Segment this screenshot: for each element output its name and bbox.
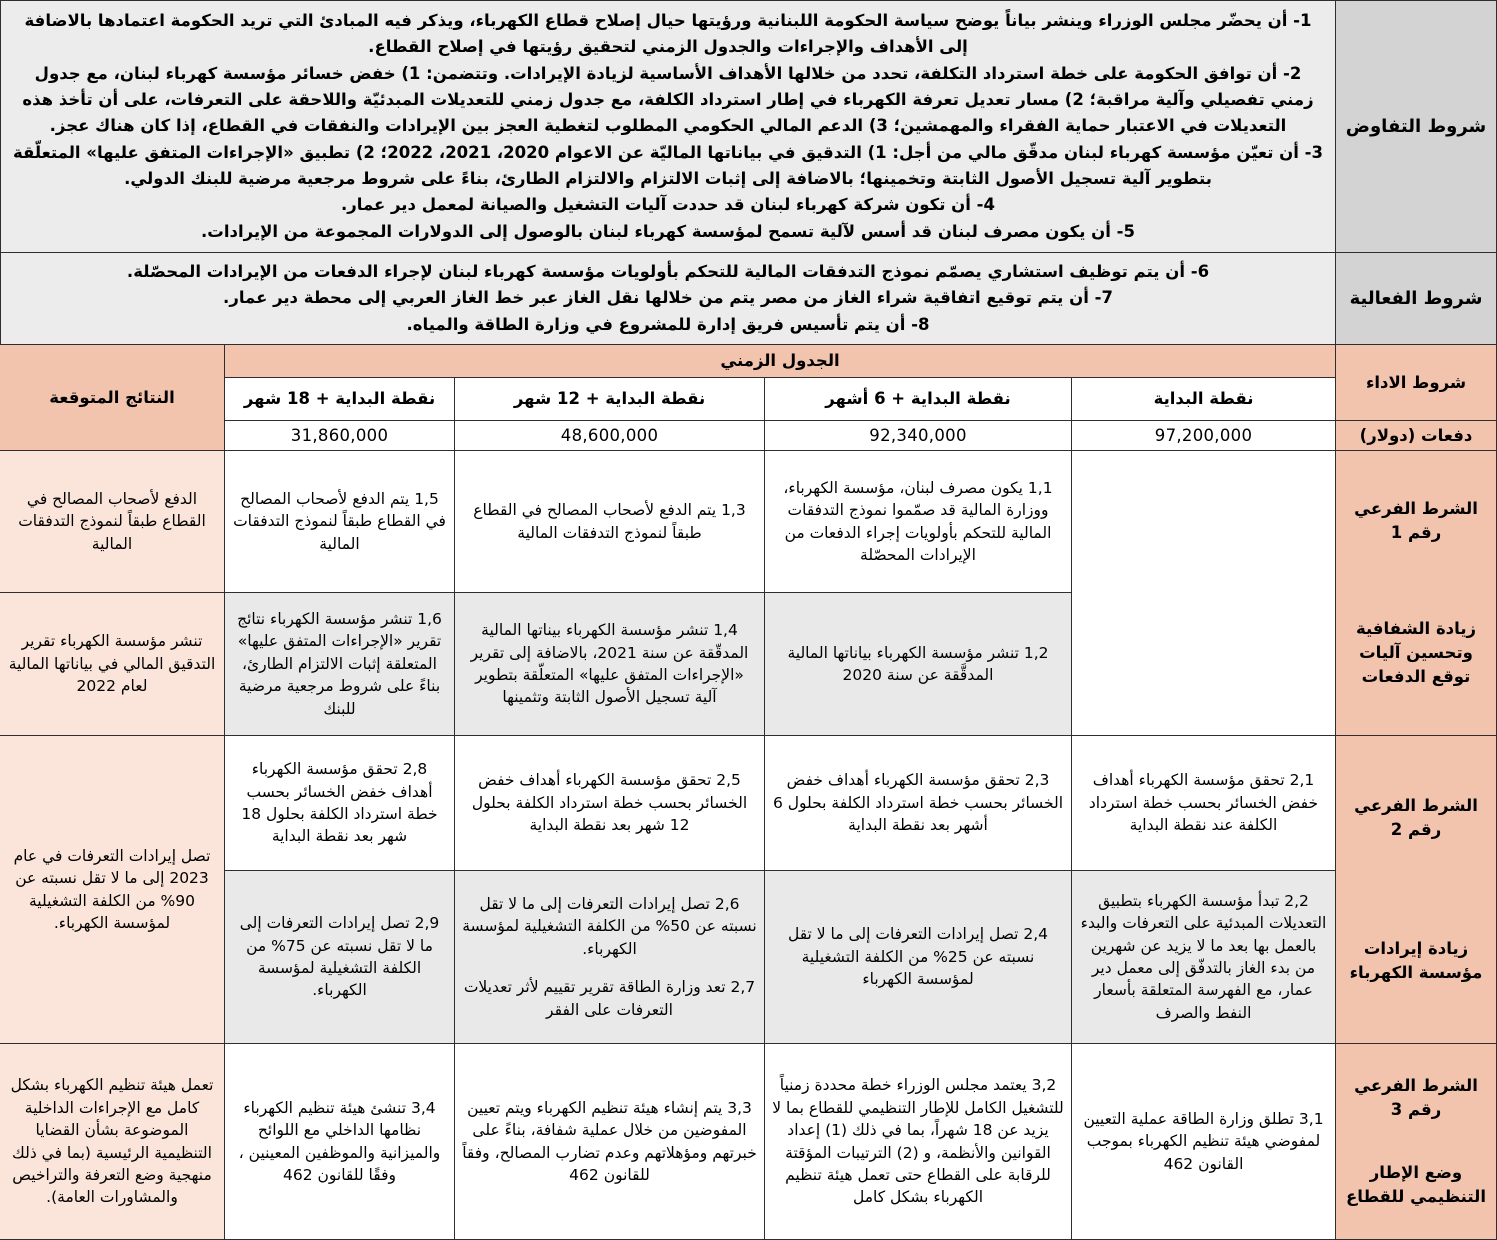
result-2: تصل إيرادات التعرفات في عام 2023 إلى ما لا تقل نسبته عن 90% من الكلفة التشغيلية لمؤسسة الكهرباء.	[0, 736, 224, 1043]
cell-1-3: 1,3 يتم الدفع لأصحاب المصالح في القطاع طبقاً لنموذج التدفقات المالية	[455, 451, 764, 592]
negotiation-conditions-content	[1, 1, 1335, 252]
performance-conditions-header: شروط الاداء	[1336, 345, 1496, 420]
timeline-header: الجدول الزمني	[225, 345, 1335, 377]
cell-1-6: 1,6 تنشر مؤسسة الكهرباء نتائج تقرير «الإجراءات المتفق عليها» المتعلقة إثبات الالتزام الطارئ، بناءً على شروط مرجعية مرضية للبنك	[225, 593, 454, 735]
column-header-start: نقطة البداية	[1072, 378, 1335, 420]
column-header-plus18: نقطة البداية + 18 شهر	[225, 378, 454, 420]
negotiation-item-1: 1- أن يحضّر مجلس الوزراء وينشر بياناً يوضح سياسة الحكومة اللبنانية ورؤيتها حيال إصلاح قطاع الكهرباء، ويذكر فيه المبادئ التي تريد الحكومة اعتمادها بالاضافة إلى الأهداف والإجراءات والجدول الزمني لتحقيق رؤيتها في إصلاح القطاع.	[24, 10, 1312, 57]
payment-plus12: 48,600,000	[455, 421, 764, 450]
cell-2-1: 2,1 تحقق مؤسسة الكهرباء أهداف خفض الخسائر بحسب خطة استرداد الكلفة عند نقطة البداية	[1072, 736, 1335, 870]
subcondition-3-label	[1336, 1044, 1496, 1239]
payments-header: دفعات (دولار)	[1336, 421, 1496, 450]
cell-2-7: 2,7 تعد وزارة الطاقة تقرير تقييم لأثر تعديلات التعرفات على الفقر	[463, 978, 756, 1019]
negotiation-item-3: 3- أن تعيّن مؤسسة كهرباء لبنان مدقّق مالي من أجل: 1) التدقيق في بياناتها الماليّة عن الاعوام 2020، 2021، 2022؛ 2) تطبيق «الإجراءات المتفق عليها» المتعلّقة بتطوير آلية تسجيل الأصول الثابتة وتخمينها؛ بالاضافة إلى إثبات الالتزام والالتزام الطارئ، بناءً على شروط مرجعية مرضية للبنك الدولي.	[12, 142, 1324, 189]
cell-2-8: 2,8 تحقق مؤسسة الكهرباء أهداف خفض الخسائر بحسب خطة استرداد الكلفة بحلول 18 شهر بعد نقطة البداية	[225, 736, 454, 870]
cell-1-5: 1,5 يتم الدفع لأصحاب المصالح في القطاع طبقاً لنموذج التدفقات المالية	[225, 451, 454, 592]
cell-2-4: 2,4 تصل إيرادات التعرفات إلى ما لا تقل نسبته عن 25% من الكلفة التشغيلية لمؤسسة الكهرباء	[765, 871, 1071, 1043]
payment-plus18: 31,860,000	[225, 421, 454, 450]
negotiation-conditions-label: شروط التفاوض	[1336, 1, 1496, 252]
effectiveness-item-6: 6- أن يتم توظيف استشاري يصمّم نموذج التدفقات المالية للتحكم بأولويات مؤسسة كهرباء لبنان لإجراء الدفعات من الإيرادات المحصّلة.	[126, 261, 1210, 281]
effectiveness-item-8: 8- أن يتم تأسيس فريق إدارة للمشروع في وزارة الطاقة والمياه.	[406, 314, 930, 334]
effectiveness-item-7: 7- أن يتم توقيع اتفاقية شراء الغاز من مصر يتم من خلالها نقل الغاز عبر خط الغاز العربي إلى محطة دير عمار.	[223, 288, 1113, 308]
effectiveness-conditions-content	[1, 253, 1335, 344]
negotiation-item-2: 2- أن توافق الحكومة على خطة استرداد التكلفة، تحدد من خلالها الأهداف الأساسية لزيادة الإيرادات. وتتضمن: 1) خفض خسائر مؤسسة كهرباء لبنان، مع جدول زمني تفصيلي وآلية مراقبة؛ 2) مسار تعديل تعرفة الكهرباء في إطار استرداد الكلفة، مع جدول زمني للتعديلات المبدئيّة واللاحقة على التعرفات، على أن تأخذ هذه التعديلات في الاعتبار حماية الفقراء والمهمشين؛ 3) الدعم المالي الحكومي المطلوب لتغطية العجز بين الإيرادات والنفقات في القطاع، إذا كان هناك عجز.	[22, 63, 1314, 136]
cell-1-2: 1,2 تنشر مؤسسة الكهرباء بياناتها المالية المدقَّقة عن سنة 2020	[765, 593, 1071, 735]
subcondition-1-subtitle: زيادة الشفافية وتحسين آليات توقع الدفعات	[1355, 619, 1477, 686]
payment-plus6: 92,340,000	[765, 421, 1071, 450]
expected-results-header: النتائج المتوقعة	[0, 345, 224, 450]
effectiveness-conditions-label: شروط الفعالية	[1336, 253, 1496, 344]
subcondition-1-label	[1336, 451, 1496, 735]
cell-1-start-empty	[1072, 451, 1335, 735]
cell-1-1: 1,1 يكون مصرف لبنان، مؤسسة الكهرباء، ووزارة المالية قد صمّموا نموذج التدفقات المالية للتحكم بأولويات إجراء الدفعات من الإيرادات المحصّلة	[765, 451, 1071, 592]
negotiation-item-5: 5- أن يكون مصرف لبنان قد أسس لآلية تسمح لمؤسسة كهرباء لبنان بالوصول إلى الدولارات المجموعة من الإيرادات.	[201, 221, 1135, 241]
cell-1-4: 1,4 تنشر مؤسسة الكهرباء بيناتها المالية المدقّقة عن سنة 2021، بالاضافة إلى تقرير «الإجراءات المتفق عليها» المتعلّقة بتطوير آلية تسجيل الأصول الثابتة وتثمينها	[455, 593, 764, 735]
subcondition-2-label	[1336, 736, 1496, 1043]
cell-2-9: 2,9 تصل إيرادات التعرفات إلى ما لا تقل نسبته عن 75% من الكلفة التشغيلية لمؤسسة الكهرباء.	[225, 871, 454, 1043]
result-1b: تنشر مؤسسة الكهرباء تقرير التدقيق المالي في بياناتها المالية لعام 2022	[0, 593, 224, 735]
payment-start: 97,200,000	[1072, 421, 1335, 450]
cell-2-6: 2,6 تصل إيرادات التعرفات إلى ما لا تقل نسبته عن 50% من الكلفة التشغيلية لمؤسسة الكهرباء.	[462, 894, 757, 958]
timeline-table	[0, 345, 1497, 1240]
column-header-plus6: نقطة البداية + 6 أشهر	[765, 378, 1071, 420]
subcondition-2-title: الشرط الفرعي رقم 2	[1354, 795, 1478, 839]
column-header-plus12: نقطة البداية + 12 شهر	[455, 378, 764, 420]
cell-3-3: 3,3 يتم إنشاء هيئة تنظيم الكهرباء ويتم تعيين المفوضين من خلال عملية شفافة، بناءً على خبرتهم ومؤهلاتهم وعدم تضارب المصالح، وفقاً للقانون 462	[455, 1044, 764, 1239]
conditions-top-table	[0, 0, 1497, 345]
cell-3-4: 3,4 تنشئ هيئة تنظيم الكهرباء نظامها الداخلي مع اللوائح والميزانية والموظفين المعينين ، وفقًا للقانون 462	[225, 1044, 454, 1239]
result-1a: الدفع لأصحاب المصالح في القطاع طبقاً لنموذج التدفقات المالية	[0, 451, 224, 592]
cell-2-2: 2,2 تبدأ مؤسسة الكهرباء بتطبيق التعديلات المبدئية على التعرفات والبدء بالعمل بها بعد ما لا يزيد عن شهرين من بدء الغاز بالتدفّق إلى معمل دير عمار، مع الفهرسة المتعلقة بأسعار النفط والصرف	[1072, 871, 1335, 1043]
subcondition-1-title: الشرط الفرعي رقم 1	[1354, 499, 1478, 543]
cell-3-2: 3,2 يعتمد مجلس الوزراء خطة محددة زمنياً للتشغيل الكامل للإطار التنظيمي للقطاع بما لا يزيد عن 18 شهراً، بما في ذلك (1) إعداد القوانين والأنظمة، و (2) الترتيبات المؤقتة للرقابة على القطاع حتى تعمل هيئة تنظيم الكهرباء بشكل كامل	[765, 1044, 1071, 1239]
result-3: تعمل هيئة تنظيم الكهرباء بشكل كامل مع الإجراءات الداخلية الموضوعة بشأن القضايا التنظيمية الرئيسية (بما في ذلك منهجية وضع التعرفة والتراخيص والمشاورات العامة).	[0, 1044, 224, 1239]
subcondition-2-subtitle: زيادة إيرادات مؤسسة الكهرباء	[1349, 939, 1483, 983]
negotiation-item-4: 4- أن تكون شركة كهرباء لبنان قد حددت آليات التشغيل والصيانة لمعمل دير عمار.	[341, 195, 995, 215]
subcondition-3-subtitle: وضع الإطار التنظيمي للقطاع	[1346, 1163, 1486, 1207]
cell-3-1: 3,1 تطلق وزارة الطاقة عملية التعيين لمفوضي هيئة تنظيم الكهرباء بموجب القانون 462	[1072, 1044, 1335, 1239]
subcondition-3-title: الشرط الفرعي رقم 3	[1354, 1075, 1478, 1119]
cell-2-6-7	[455, 871, 764, 1043]
cell-2-5: 2,5 تحقق مؤسسة الكهرباء أهداف خفض الخسائر بحسب خطة استرداد الكلفة بحلول 12 شهر بعد نقطة البداية	[455, 736, 764, 870]
cell-2-3: 2,3 تحقق مؤسسة الكهرباء أهداف خفض الخسائر بحسب خطة استرداد الكلفة بحلول 6 أشهر بعد نقطة البداية	[765, 736, 1071, 870]
